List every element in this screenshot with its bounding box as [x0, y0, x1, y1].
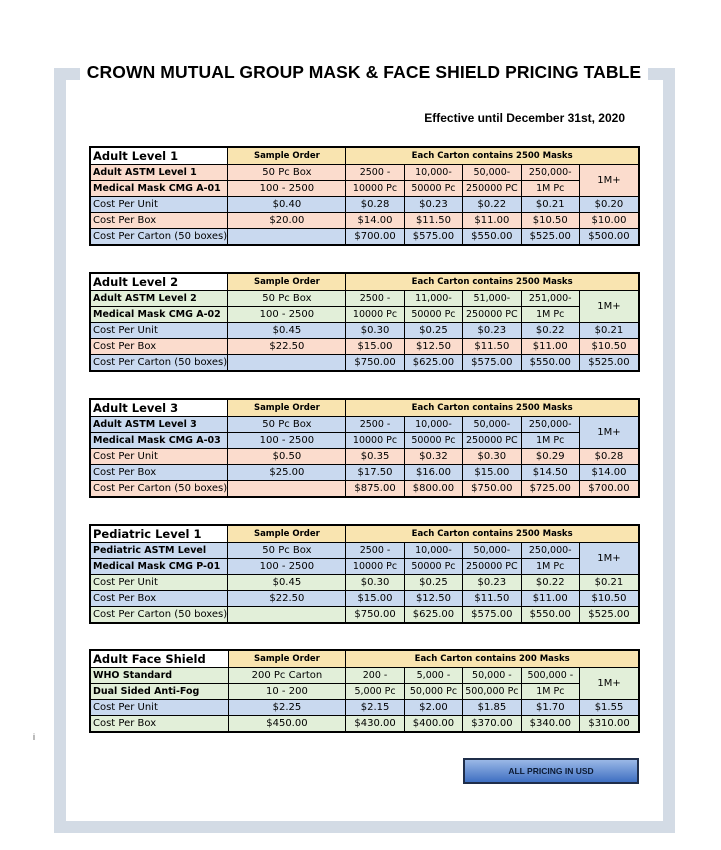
tier-price: $0.30	[346, 575, 404, 591]
tier-price: $525.00	[579, 355, 639, 372]
tier-price: $11.00	[521, 339, 579, 355]
tier-range-start: 50,000-	[463, 165, 521, 181]
tier-price: $0.20	[579, 197, 639, 213]
product-row	[90, 307, 639, 323]
price-row	[90, 339, 639, 355]
sample-price: $0.45	[228, 575, 346, 591]
all-pricing-usd-button[interactable]: ALL PRICING IN USD	[463, 758, 639, 784]
carton-header: Each Carton contains 2500 Masks	[346, 525, 639, 543]
tier-price: $10.50	[521, 213, 579, 229]
sample-order-header: Sample Order	[228, 525, 346, 543]
tier-price: $1.70	[521, 700, 579, 716]
price-row	[90, 449, 639, 465]
price-row-label: Cost Per Box	[90, 213, 228, 229]
price-row	[90, 197, 639, 213]
tier-price: $310.00	[580, 716, 639, 733]
pricing-table	[89, 146, 640, 246]
tier-range-start: 2500 -	[346, 165, 404, 181]
tier-price: $1.55	[580, 700, 639, 716]
tier-price: $0.25	[404, 323, 462, 339]
tier-range-end: 50000 Pc	[404, 433, 462, 449]
tier-range-end: 250000 PC	[463, 559, 521, 575]
tier-price: $0.23	[463, 323, 521, 339]
price-row	[90, 575, 639, 591]
sample-price: $20.00	[228, 213, 346, 229]
tier-price: $400.00	[404, 716, 462, 733]
tier-price: $0.23	[463, 575, 521, 591]
tier-price: $2.15	[346, 700, 404, 716]
tier-price: $550.00	[521, 355, 579, 372]
carton-header: Each Carton contains 200 Masks	[346, 650, 639, 668]
price-row-label: Cost Per Carton (50 boxes)	[90, 607, 228, 624]
table-level-title: Pediatric Level 1	[90, 525, 228, 543]
tier-range-start: 10,000-	[404, 543, 462, 559]
tier-price: $0.21	[521, 197, 579, 213]
tier-last: 1M+	[579, 165, 639, 197]
tier-price: $15.00	[346, 591, 404, 607]
sample-price: $22.50	[228, 591, 346, 607]
tier-price: $12.50	[404, 591, 462, 607]
product-row	[90, 433, 639, 449]
table-header-row	[90, 525, 639, 543]
tier-price: $700.00	[346, 229, 404, 246]
sample-quantity-range: 100 - 2500	[228, 559, 346, 575]
sample-price: $450.00	[228, 716, 346, 733]
carton-header: Each Carton contains 2500 Masks	[346, 147, 639, 165]
tier-price: $12.50	[404, 339, 462, 355]
sample-order-header: Sample Order	[228, 147, 346, 165]
tier-range-end: 50000 Pc	[404, 181, 462, 197]
price-row	[90, 700, 639, 716]
sample-size: 50 Pc Box	[228, 165, 346, 181]
tier-price: $10.50	[579, 339, 639, 355]
table-header-row	[90, 650, 639, 668]
table-level-title: Adult Face Shield	[90, 650, 228, 668]
sample-quantity-range: 100 - 2500	[228, 433, 346, 449]
tier-last: 1M+	[579, 543, 639, 575]
price-row-label: Cost Per Unit	[90, 575, 228, 591]
product-name-line2: Medical Mask CMG A-03	[90, 433, 228, 449]
tier-price: $875.00	[346, 481, 404, 498]
tier-price: $550.00	[521, 607, 579, 624]
product-row	[90, 668, 639, 684]
tier-price: $0.35	[346, 449, 404, 465]
tier-price: $0.30	[463, 449, 521, 465]
tier-price: $750.00	[346, 607, 404, 624]
tier-range-end: 50,000 Pc	[404, 684, 462, 700]
tier-range-start: 2500 -	[346, 417, 404, 433]
tier-price: $0.22	[521, 323, 579, 339]
product-name-line2: Medical Mask CMG P-01	[90, 559, 228, 575]
tier-price: $0.28	[346, 197, 404, 213]
price-row-label: Cost Per Carton (50 boxes)	[90, 229, 228, 246]
tier-price: $10.00	[579, 213, 639, 229]
tier-range-start: 5,000 -	[404, 668, 462, 684]
tier-range-start: 250,000-	[521, 417, 579, 433]
sample-size: 50 Pc Box	[228, 543, 346, 559]
tier-range-end: 50000 Pc	[404, 307, 462, 323]
tier-price: $0.21	[579, 323, 639, 339]
tier-range-start: 2500 -	[346, 291, 404, 307]
sample-price: $0.40	[228, 197, 346, 213]
price-row	[90, 481, 639, 498]
product-row	[90, 417, 639, 433]
page-title: CROWN MUTUAL GROUP MASK & FACE SHIELD PRICING TABLE	[86, 62, 642, 82]
sample-quantity-range: 10 - 200	[228, 684, 346, 700]
tier-range-end: 500,000 Pc	[463, 684, 521, 700]
tier-price: $0.29	[521, 449, 579, 465]
sample-order-header: Sample Order	[228, 650, 346, 668]
tier-price: $430.00	[346, 716, 404, 733]
tier-range-end: 250000 PC	[463, 307, 521, 323]
tier-price: $800.00	[404, 481, 462, 498]
product-row	[90, 543, 639, 559]
tier-price: $11.00	[521, 591, 579, 607]
tier-range-end: 10000 Pc	[346, 433, 404, 449]
tier-price: $750.00	[463, 481, 521, 498]
product-name-line2: Dual Sided Anti-Fog	[90, 684, 228, 700]
tier-range-start: 2500 -	[346, 543, 404, 559]
tier-price: $2.00	[404, 700, 462, 716]
tier-range-start: 250,000-	[521, 543, 579, 559]
table-level-title: Adult Level 1	[90, 147, 228, 165]
price-row	[90, 355, 639, 372]
tier-price: $14.00	[346, 213, 404, 229]
price-row	[90, 323, 639, 339]
price-row	[90, 591, 639, 607]
tier-price: $0.21	[579, 575, 639, 591]
tier-price: $16.00	[404, 465, 462, 481]
price-row-label: Cost Per Carton (50 boxes)	[90, 481, 228, 498]
tier-range-start: 250,000-	[521, 165, 579, 181]
product-row	[90, 165, 639, 181]
carton-header: Each Carton contains 2500 Masks	[346, 399, 639, 417]
tier-price: $14.00	[579, 465, 639, 481]
tier-price: $17.50	[346, 465, 404, 481]
table-header-row	[90, 273, 639, 291]
tier-price: $575.00	[404, 229, 462, 246]
price-row	[90, 229, 639, 246]
tier-price: $15.00	[346, 339, 404, 355]
tier-range-end: 1M Pc	[521, 559, 579, 575]
sample-order-header: Sample Order	[228, 273, 346, 291]
tier-range-start: 500,000 -	[521, 668, 579, 684]
tier-range-start: 200 -	[346, 668, 404, 684]
sample-size: 50 Pc Box	[228, 417, 346, 433]
tier-price: $0.32	[404, 449, 462, 465]
product-row	[90, 684, 639, 700]
product-row	[90, 559, 639, 575]
sample-price: $2.25	[228, 700, 346, 716]
tier-price: $525.00	[521, 229, 579, 246]
tier-price: $625.00	[404, 607, 462, 624]
sample-size: 50 Pc Box	[228, 291, 346, 307]
tier-range-start: 10,000-	[404, 165, 462, 181]
price-row	[90, 465, 639, 481]
price-row-label: Cost Per Box	[90, 465, 228, 481]
tier-range-start: 11,000-	[404, 291, 462, 307]
product-row	[90, 181, 639, 197]
price-row-label: Cost Per Box	[90, 339, 228, 355]
price-row-label: Cost Per Unit	[90, 700, 228, 716]
price-row-label: Cost Per Carton (50 boxes)	[90, 355, 228, 372]
sample-price	[228, 481, 346, 498]
sample-order-header: Sample Order	[228, 399, 346, 417]
tier-last: 1M+	[580, 668, 639, 700]
sample-price: $22.50	[228, 339, 346, 355]
tier-price: $525.00	[579, 607, 639, 624]
product-name-line1: WHO Standard	[90, 668, 228, 684]
tier-range-end: 250000 PC	[463, 181, 521, 197]
tier-price: $0.25	[404, 575, 462, 591]
tier-range-end: 50000 Pc	[404, 559, 462, 575]
sample-price	[228, 229, 346, 246]
price-row-label: Cost Per Unit	[90, 449, 228, 465]
sample-price: $25.00	[228, 465, 346, 481]
price-row	[90, 213, 639, 229]
sample-quantity-range: 100 - 2500	[228, 181, 346, 197]
tier-price: $0.23	[404, 197, 462, 213]
tier-range-start: 50,000 -	[463, 668, 521, 684]
tier-price: $0.22	[521, 575, 579, 591]
tier-price: $370.00	[463, 716, 521, 733]
tier-price: $0.28	[579, 449, 639, 465]
product-name-line1: Pediatric ASTM Level	[90, 543, 228, 559]
tier-price: $11.50	[463, 339, 521, 355]
pricing-table	[89, 524, 640, 624]
tier-last: 1M+	[579, 291, 639, 323]
tier-price: $10.50	[579, 591, 639, 607]
sample-price	[228, 607, 346, 624]
product-name-line2: Medical Mask CMG A-01	[90, 181, 228, 197]
tier-price: $14.50	[521, 465, 579, 481]
price-row-label: Cost Per Unit	[90, 197, 228, 213]
tier-price: $340.00	[521, 716, 579, 733]
price-row-label: Cost Per Unit	[90, 323, 228, 339]
price-row-label: Cost Per Box	[90, 591, 228, 607]
tier-price: $11.00	[463, 213, 521, 229]
table-header-row	[90, 147, 639, 165]
product-name-line1: Adult ASTM Level 3	[90, 417, 228, 433]
tier-price: $700.00	[579, 481, 639, 498]
tier-price: $575.00	[463, 607, 521, 624]
table-level-title: Adult Level 3	[90, 399, 228, 417]
tier-range-start: 51,000-	[463, 291, 521, 307]
tier-range-start: 251,000-	[521, 291, 579, 307]
pricing-table	[89, 272, 640, 372]
sample-price: $0.45	[228, 323, 346, 339]
tier-range-end: 10000 Pc	[346, 181, 404, 197]
sample-price	[228, 355, 346, 372]
product-name-line1: Adult ASTM Level 2	[90, 291, 228, 307]
tier-range-end: 250000 PC	[463, 433, 521, 449]
pricing-table	[89, 649, 640, 733]
tier-price: $725.00	[521, 481, 579, 498]
sample-size: 200 Pc Carton	[228, 668, 346, 684]
price-row-label: Cost Per Box	[90, 716, 228, 733]
pricing-table	[89, 398, 640, 498]
tier-price: $575.00	[463, 355, 521, 372]
tier-price: $550.00	[463, 229, 521, 246]
tier-price: $1.85	[463, 700, 521, 716]
tier-range-end: 1M Pc	[521, 307, 579, 323]
tier-price: $11.50	[463, 591, 521, 607]
tier-price: $11.50	[404, 213, 462, 229]
price-row	[90, 607, 639, 624]
tier-price: $750.00	[346, 355, 404, 372]
tier-price: $0.30	[346, 323, 404, 339]
product-row	[90, 291, 639, 307]
product-name-line2: Medical Mask CMG A-02	[90, 307, 228, 323]
tier-last: 1M+	[579, 417, 639, 449]
tier-range-end: 1M Pc	[521, 433, 579, 449]
effective-date: Effective until December 31st, 2020	[424, 111, 625, 125]
tier-price: $500.00	[579, 229, 639, 246]
tier-range-end: 5,000 Pc	[346, 684, 404, 700]
product-name-line1: Adult ASTM Level 1	[90, 165, 228, 181]
tier-range-end: 1M Pc	[521, 684, 579, 700]
tier-range-end: 1M Pc	[521, 181, 579, 197]
sample-quantity-range: 100 - 2500	[228, 307, 346, 323]
tier-price: $0.22	[463, 197, 521, 213]
price-row	[90, 716, 639, 733]
table-level-title: Adult Level 2	[90, 273, 228, 291]
tier-range-end: 10000 Pc	[346, 559, 404, 575]
tier-range-start: 50,000-	[463, 543, 521, 559]
sample-price: $0.50	[228, 449, 346, 465]
side-mark: i	[33, 732, 35, 742]
table-header-row	[90, 399, 639, 417]
tier-price: $625.00	[404, 355, 462, 372]
tier-range-end: 10000 Pc	[346, 307, 404, 323]
tier-range-start: 50,000-	[463, 417, 521, 433]
tier-range-start: 10,000-	[404, 417, 462, 433]
tier-price: $15.00	[463, 465, 521, 481]
carton-header: Each Carton contains 2500 Masks	[346, 273, 639, 291]
